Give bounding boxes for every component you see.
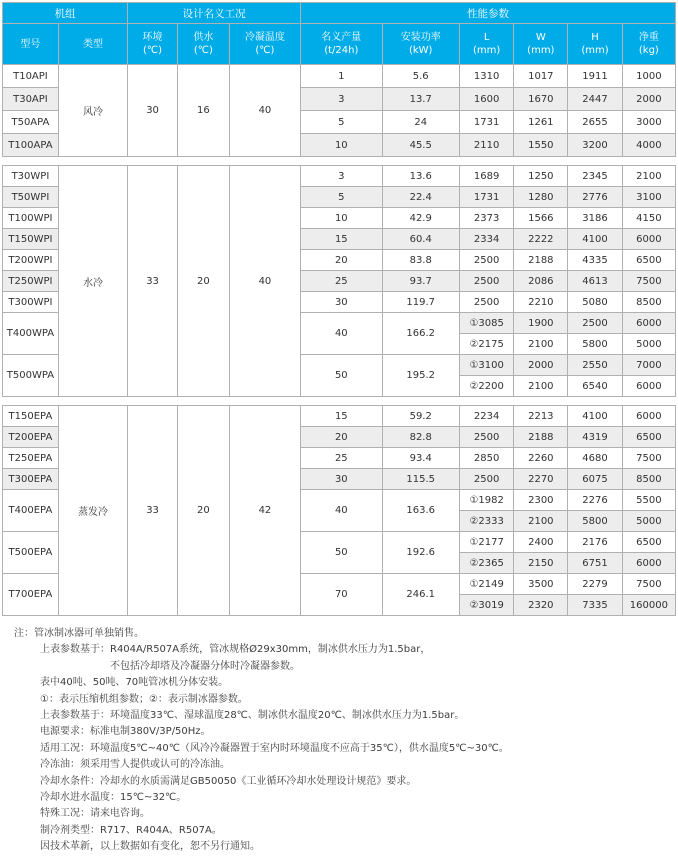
note-line: ①：表示压缩机组参数；②：表示制冰器参数。 xyxy=(40,693,248,705)
width-cell: 2400 xyxy=(514,532,568,553)
width-cell: 1900 xyxy=(514,313,568,334)
capacity-cell: 1 xyxy=(301,65,382,88)
model-cell: T50WPI xyxy=(3,187,59,208)
ambient-cell: 33 xyxy=(128,166,178,397)
power-cell: 13.6 xyxy=(382,166,459,187)
width-cell: 2000 xyxy=(514,355,568,376)
capacity-cell: 5 xyxy=(301,111,382,134)
capacity-cell: 70 xyxy=(301,574,382,616)
note-line: 上表参数基于：R404A/R507A系统，管冰规格Ø29x30mm，制冰供水压力为1.5bar， xyxy=(40,644,431,656)
model-cell: T400EPA xyxy=(3,490,59,532)
model-cell: T150EPA xyxy=(3,406,59,427)
net-weight-cell: 8500 xyxy=(622,469,675,490)
height-cell: 7335 xyxy=(568,595,623,616)
model-cell: T50APA xyxy=(3,111,59,134)
model-cell: T200WPI xyxy=(3,250,59,271)
length-cell: 1310 xyxy=(459,65,514,88)
length-cell: 1689 xyxy=(459,166,514,187)
height-cell: 2447 xyxy=(568,88,623,111)
column-unit: (t/24h) xyxy=(324,45,359,56)
capacity-cell: 10 xyxy=(301,134,382,157)
power-cell: 42.9 xyxy=(382,208,459,229)
column-unit: (kW) xyxy=(408,45,433,56)
note-line: 注：管冰制冰器可单独销售。 xyxy=(14,628,144,639)
length-cell: ②2333 xyxy=(459,511,514,532)
spec-block-0 xyxy=(2,64,676,157)
height-cell: 2176 xyxy=(568,532,623,553)
length-cell: 2334 xyxy=(459,229,514,250)
height-cell: 5800 xyxy=(568,334,623,355)
width-cell: 2270 xyxy=(514,469,568,490)
capacity-cell: 30 xyxy=(301,469,382,490)
capacity-cell: 15 xyxy=(301,229,382,250)
length-cell: 2850 xyxy=(459,448,514,469)
capacity-cell: 3 xyxy=(301,166,382,187)
power-cell: 82.8 xyxy=(382,427,459,448)
column-label: 冷凝温度 xyxy=(244,32,285,43)
column-header-power xyxy=(382,24,459,65)
net-weight-cell: 5000 xyxy=(622,511,675,532)
length-cell: 2373 xyxy=(459,208,514,229)
type-cell: 风冷 xyxy=(58,65,127,157)
width-cell: 2210 xyxy=(514,292,568,313)
height-cell: 4613 xyxy=(568,271,623,292)
note-line: 冷冻油：须采用雪人提供或认可的冷冻油。 xyxy=(40,759,230,771)
column-header-condensing-temp xyxy=(229,24,300,65)
height-cell: 4100 xyxy=(568,406,623,427)
net-weight-cell: 3000 xyxy=(622,111,675,134)
net-weight-cell: 2000 xyxy=(622,88,675,111)
header-column-row xyxy=(3,24,676,65)
power-cell: 83.8 xyxy=(382,250,459,271)
height-cell: 6075 xyxy=(568,469,623,490)
column-label: 型号 xyxy=(20,38,41,50)
net-weight-cell: 4000 xyxy=(622,134,675,157)
model-cell: T30WPI xyxy=(3,166,59,187)
column-label: W xyxy=(535,32,546,43)
power-cell: 13.7 xyxy=(382,88,459,111)
column-label: 类型 xyxy=(83,38,103,50)
column-unit: (℃) xyxy=(255,45,275,56)
model-cell: T500EPA xyxy=(3,532,59,574)
net-weight-cell: 8500 xyxy=(622,292,675,313)
note-line: 表中40吨、50吨、70吨管冰机分体安装。 xyxy=(40,677,229,689)
column-unit: (℃) xyxy=(193,45,213,56)
net-weight-cell: 6000 xyxy=(622,406,675,427)
length-cell: 1731 xyxy=(459,187,514,208)
capacity-cell: 20 xyxy=(301,250,382,271)
length-cell: 2110 xyxy=(459,134,514,157)
length-cell: ①3085 xyxy=(459,313,514,334)
length-cell: ②2175 xyxy=(459,334,514,355)
width-cell: 2100 xyxy=(514,376,568,397)
model-cell: T300EPA xyxy=(3,469,59,490)
column-header-height xyxy=(568,24,623,65)
length-cell: 2500 xyxy=(459,469,514,490)
column-header-capacity xyxy=(301,24,382,65)
model-cell: T200EPA xyxy=(3,427,59,448)
net-weight-cell: 4150 xyxy=(622,208,675,229)
ambient-cell: 30 xyxy=(128,65,178,157)
net-weight-cell: 6000 xyxy=(622,376,675,397)
table-row xyxy=(3,406,676,427)
width-cell: 2300 xyxy=(514,490,568,511)
height-cell: 6751 xyxy=(568,553,623,574)
height-cell: 2550 xyxy=(568,355,623,376)
width-cell: 1261 xyxy=(514,111,568,134)
power-cell: 22.4 xyxy=(382,187,459,208)
net-weight-cell: 6500 xyxy=(622,532,675,553)
height-cell: 2276 xyxy=(568,490,623,511)
capacity-cell: 50 xyxy=(301,532,382,574)
length-cell: ①1982 xyxy=(459,490,514,511)
net-weight-cell: 1000 xyxy=(622,65,675,88)
width-cell: 1550 xyxy=(514,134,568,157)
capacity-cell: 30 xyxy=(301,292,382,313)
height-cell: 4319 xyxy=(568,427,623,448)
net-weight-cell: 3100 xyxy=(622,187,675,208)
spec-table-header xyxy=(2,2,676,65)
column-header-net-weight xyxy=(622,24,675,65)
capacity-cell: 50 xyxy=(301,355,382,397)
capacity-cell: 20 xyxy=(301,427,382,448)
column-label: H xyxy=(591,32,599,43)
power-cell: 246.1 xyxy=(382,574,459,616)
column-header-model xyxy=(3,24,59,65)
length-cell: 1731 xyxy=(459,111,514,134)
capacity-cell: 40 xyxy=(301,313,382,355)
column-unit: (mm) xyxy=(581,45,609,56)
width-cell: 2100 xyxy=(514,334,568,355)
width-cell: 2188 xyxy=(514,250,568,271)
column-header-length xyxy=(459,24,514,65)
power-cell: 59.2 xyxy=(382,406,459,427)
model-cell: T250WPI xyxy=(3,271,59,292)
length-cell: ①2177 xyxy=(459,532,514,553)
column-unit: (mm) xyxy=(473,45,501,56)
spec-table-blocks xyxy=(2,64,676,616)
column-unit: (kg) xyxy=(638,45,659,56)
capacity-cell: 15 xyxy=(301,406,382,427)
length-cell: 2500 xyxy=(459,292,514,313)
width-cell: 1670 xyxy=(514,88,568,111)
length-cell: ②2365 xyxy=(459,553,514,574)
height-cell: 5080 xyxy=(568,292,623,313)
type-cell: 水冷 xyxy=(58,166,127,397)
model-cell: T30API xyxy=(3,88,59,111)
column-label: L xyxy=(483,32,490,43)
net-weight-cell: 160000 xyxy=(622,595,675,616)
length-cell: ①3100 xyxy=(459,355,514,376)
height-cell: 3200 xyxy=(568,134,623,157)
width-cell: 2100 xyxy=(514,511,568,532)
model-cell: T500WPA xyxy=(3,355,59,397)
column-label: 环境 xyxy=(142,32,163,43)
supply-water-cell: 16 xyxy=(177,65,229,157)
column-header-supply-water xyxy=(177,24,229,65)
note-line: 电源要求：标准电制380V/3P/50Hz。 xyxy=(40,726,211,738)
power-cell: 24 xyxy=(382,111,459,134)
column-header-width xyxy=(514,24,568,65)
net-weight-cell: 7500 xyxy=(622,574,675,595)
length-cell: ②3019 xyxy=(459,595,514,616)
width-cell: 1250 xyxy=(514,166,568,187)
width-cell: 1280 xyxy=(514,187,568,208)
notes-section xyxy=(2,616,676,864)
spec-block-2 xyxy=(2,405,676,616)
group-header-design-conditions: 设计名义工况 xyxy=(128,3,301,24)
net-weight-cell: 7500 xyxy=(622,448,675,469)
supply-water-cell: 20 xyxy=(177,166,229,397)
power-cell: 195.2 xyxy=(382,355,459,397)
height-cell: 2500 xyxy=(568,313,623,334)
power-cell: 115.5 xyxy=(382,469,459,490)
net-weight-cell: 5000 xyxy=(622,334,675,355)
width-cell: 1566 xyxy=(514,208,568,229)
height-cell: 4100 xyxy=(568,229,623,250)
net-weight-cell: 7000 xyxy=(622,355,675,376)
power-cell: 93.4 xyxy=(382,448,459,469)
height-cell: 2776 xyxy=(568,187,623,208)
width-cell: 2150 xyxy=(514,553,568,574)
type-cell: 蒸发冷 xyxy=(58,406,127,616)
capacity-cell: 25 xyxy=(301,271,382,292)
length-cell: 2500 xyxy=(459,427,514,448)
net-weight-cell: 6000 xyxy=(622,313,675,334)
net-weight-cell: 7500 xyxy=(622,271,675,292)
power-cell: 163.6 xyxy=(382,490,459,532)
note-line: 因技术革新，以上数据如有变化，恕不另行通知。 xyxy=(40,841,260,853)
column-header-type xyxy=(58,24,127,65)
note-line: 冷却水进水温度：15℃~32℃。 xyxy=(40,792,187,804)
length-cell: 2500 xyxy=(459,271,514,292)
power-cell: 45.5 xyxy=(382,134,459,157)
model-cell: T400WPA xyxy=(3,313,59,355)
width-cell: 1017 xyxy=(514,65,568,88)
supply-water-cell: 20 xyxy=(177,406,229,616)
capacity-cell: 3 xyxy=(301,88,382,111)
spec-block-1 xyxy=(2,165,676,397)
capacity-cell: 5 xyxy=(301,187,382,208)
column-label: 净重 xyxy=(638,32,659,43)
column-label: 供水 xyxy=(193,32,214,43)
group-header-performance: 性能参数 xyxy=(301,3,676,24)
length-cell: ②2200 xyxy=(459,376,514,397)
length-cell: 2234 xyxy=(459,406,514,427)
power-cell: 192.6 xyxy=(382,532,459,574)
length-cell: 2500 xyxy=(459,250,514,271)
capacity-cell: 10 xyxy=(301,208,382,229)
height-cell: 4680 xyxy=(568,448,623,469)
height-cell: 6540 xyxy=(568,376,623,397)
note-line: 特殊工况：请来电咨询。 xyxy=(40,808,150,820)
length-cell: 1600 xyxy=(459,88,514,111)
note-line: 适用工况：环境温度5℃~40℃（风冷冷凝器置于室内时环境温度不应高于35℃），供水温度5℃~30℃。 xyxy=(40,742,509,754)
capacity-cell: 25 xyxy=(301,448,382,469)
column-unit: (℃) xyxy=(143,45,163,56)
model-cell: T10API xyxy=(3,65,59,88)
power-cell: 119.7 xyxy=(382,292,459,313)
model-cell: T100APA xyxy=(3,134,59,157)
power-cell: 5.6 xyxy=(382,65,459,88)
height-cell: 4335 xyxy=(568,250,623,271)
group-header-unit: 机组 xyxy=(3,3,128,24)
net-weight-cell: 6500 xyxy=(622,427,675,448)
table-row xyxy=(3,65,676,88)
condensing-temp-cell: 40 xyxy=(229,166,300,397)
model-cell: T150WPI xyxy=(3,229,59,250)
height-cell: 2345 xyxy=(568,166,623,187)
net-weight-cell: 6500 xyxy=(622,250,675,271)
height-cell: 1911 xyxy=(568,65,623,88)
column-unit: (mm) xyxy=(527,45,555,56)
note-line: 制冷剂类型：R717、R404A、R507A。 xyxy=(40,824,222,836)
table-row xyxy=(3,166,676,187)
model-cell: T250EPA xyxy=(3,448,59,469)
note-line: 上表参数基于：环境温度33℃、湿球温度28℃、制冰供水温度20℃、制冰供水压力为1.5bar。 xyxy=(40,710,465,722)
width-cell: 2260 xyxy=(514,448,568,469)
note-line: 冷却水条件：冷却水的水质需满足GB50050《工业循环冷却水处理设计规范》要求。 xyxy=(40,775,417,787)
header-group-row xyxy=(3,3,676,24)
height-cell: 2655 xyxy=(568,111,623,134)
capacity-cell: 40 xyxy=(301,490,382,532)
height-cell: 2279 xyxy=(568,574,623,595)
net-weight-cell: 5500 xyxy=(622,490,675,511)
net-weight-cell: 6000 xyxy=(622,553,675,574)
model-cell: T100WPI xyxy=(3,208,59,229)
power-cell: 166.2 xyxy=(382,313,459,355)
column-header-ambient xyxy=(128,24,178,65)
width-cell: 2188 xyxy=(514,427,568,448)
height-cell: 5800 xyxy=(568,511,623,532)
model-cell: T700EPA xyxy=(3,574,59,616)
width-cell: 2086 xyxy=(514,271,568,292)
width-cell: 2213 xyxy=(514,406,568,427)
power-cell: 60.4 xyxy=(382,229,459,250)
net-weight-cell: 6000 xyxy=(622,229,675,250)
width-cell: 2222 xyxy=(514,229,568,250)
column-label: 安装功率 xyxy=(400,32,441,43)
column-label: 名义产量 xyxy=(321,32,362,43)
condensing-temp-cell: 42 xyxy=(229,406,300,616)
width-cell: 3500 xyxy=(514,574,568,595)
length-cell: ①2149 xyxy=(459,574,514,595)
net-weight-cell: 2100 xyxy=(622,166,675,187)
height-cell: 3186 xyxy=(568,208,623,229)
power-cell: 93.7 xyxy=(382,271,459,292)
model-cell: T300WPI xyxy=(3,292,59,313)
ambient-cell: 33 xyxy=(128,406,178,616)
note-line: 不包括冷却塔及冷凝器分体时冷凝器参数。 xyxy=(110,660,300,672)
width-cell: 2320 xyxy=(514,595,568,616)
condensing-temp-cell: 40 xyxy=(229,65,300,157)
